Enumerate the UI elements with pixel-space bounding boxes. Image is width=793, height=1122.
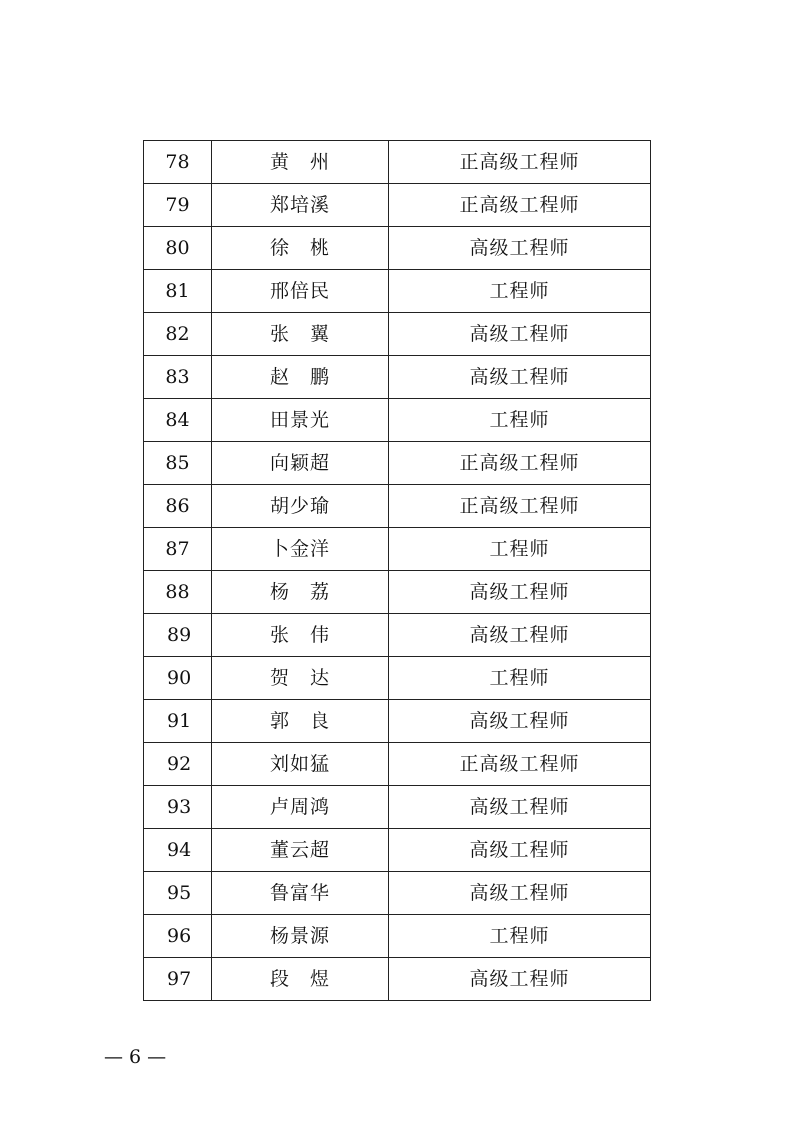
person-name: 徐 桃 (212, 227, 389, 270)
row-number: 84 (144, 399, 212, 442)
row-number: 79 (144, 184, 212, 227)
person-name: 邢倍民 (212, 270, 389, 313)
table-row (144, 485, 651, 528)
table-row (144, 356, 651, 399)
table-row (144, 958, 651, 1001)
person-name: 胡少瑜 (212, 485, 389, 528)
job-title: 高级工程师 (389, 872, 651, 915)
job-title: 工程师 (389, 915, 651, 958)
job-title: 正高级工程师 (389, 141, 651, 184)
roster-table (143, 140, 651, 1001)
row-number: 93 (144, 786, 212, 829)
table-row (144, 571, 651, 614)
row-number: 81 (144, 270, 212, 313)
job-title: 高级工程师 (389, 958, 651, 1001)
job-title: 工程师 (389, 657, 651, 700)
row-number: 82 (144, 313, 212, 356)
person-name: 卢周鸿 (212, 786, 389, 829)
row-number: 96 (144, 915, 212, 958)
row-number: 97 (144, 958, 212, 1001)
row-number: 92 (144, 743, 212, 786)
person-name: 段 煜 (212, 958, 389, 1001)
job-title: 正高级工程师 (389, 743, 651, 786)
person-name: 赵 鹏 (212, 356, 389, 399)
table-row (144, 141, 651, 184)
roster-table-body (144, 141, 651, 1001)
job-title: 工程师 (389, 399, 651, 442)
row-number: 88 (144, 571, 212, 614)
job-title: 正高级工程师 (389, 442, 651, 485)
job-title: 高级工程师 (389, 829, 651, 872)
table-row (144, 528, 651, 571)
row-number: 87 (144, 528, 212, 571)
person-name: 卜金洋 (212, 528, 389, 571)
table-row (144, 614, 651, 657)
row-number: 78 (144, 141, 212, 184)
row-number: 94 (144, 829, 212, 872)
table-row (144, 313, 651, 356)
table-row (144, 657, 651, 700)
person-name: 刘如猛 (212, 743, 389, 786)
job-title: 高级工程师 (389, 356, 651, 399)
job-title: 正高级工程师 (389, 485, 651, 528)
job-title: 正高级工程师 (389, 184, 651, 227)
table-row (144, 442, 651, 485)
person-name: 郭 良 (212, 700, 389, 743)
table-row (144, 915, 651, 958)
person-name: 鲁富华 (212, 872, 389, 915)
person-name: 郑培溪 (212, 184, 389, 227)
person-name: 黄 州 (212, 141, 389, 184)
row-number: 85 (144, 442, 212, 485)
job-title: 高级工程师 (389, 571, 651, 614)
person-name: 张 伟 (212, 614, 389, 657)
job-title: 高级工程师 (389, 227, 651, 270)
row-number: 89 (144, 614, 212, 657)
row-number: 83 (144, 356, 212, 399)
page-number: — 6 — (104, 1046, 167, 1068)
job-title: 工程师 (389, 528, 651, 571)
table-row (144, 743, 651, 786)
table-row (144, 786, 651, 829)
table-row (144, 270, 651, 313)
person-name: 张 翼 (212, 313, 389, 356)
row-number: 86 (144, 485, 212, 528)
row-number: 80 (144, 227, 212, 270)
row-number: 95 (144, 872, 212, 915)
table-row (144, 829, 651, 872)
table-row (144, 872, 651, 915)
row-number: 90 (144, 657, 212, 700)
row-number: 91 (144, 700, 212, 743)
person-name: 杨 荔 (212, 571, 389, 614)
table-row (144, 184, 651, 227)
person-name: 杨景源 (212, 915, 389, 958)
table-row (144, 700, 651, 743)
job-title: 高级工程师 (389, 700, 651, 743)
job-title: 工程师 (389, 270, 651, 313)
table-row (144, 227, 651, 270)
person-name: 董云超 (212, 829, 389, 872)
person-name: 田景光 (212, 399, 389, 442)
job-title: 高级工程师 (389, 313, 651, 356)
table-row (144, 399, 651, 442)
person-name: 贺 达 (212, 657, 389, 700)
job-title: 高级工程师 (389, 614, 651, 657)
person-name: 向颖超 (212, 442, 389, 485)
job-title: 高级工程师 (389, 786, 651, 829)
